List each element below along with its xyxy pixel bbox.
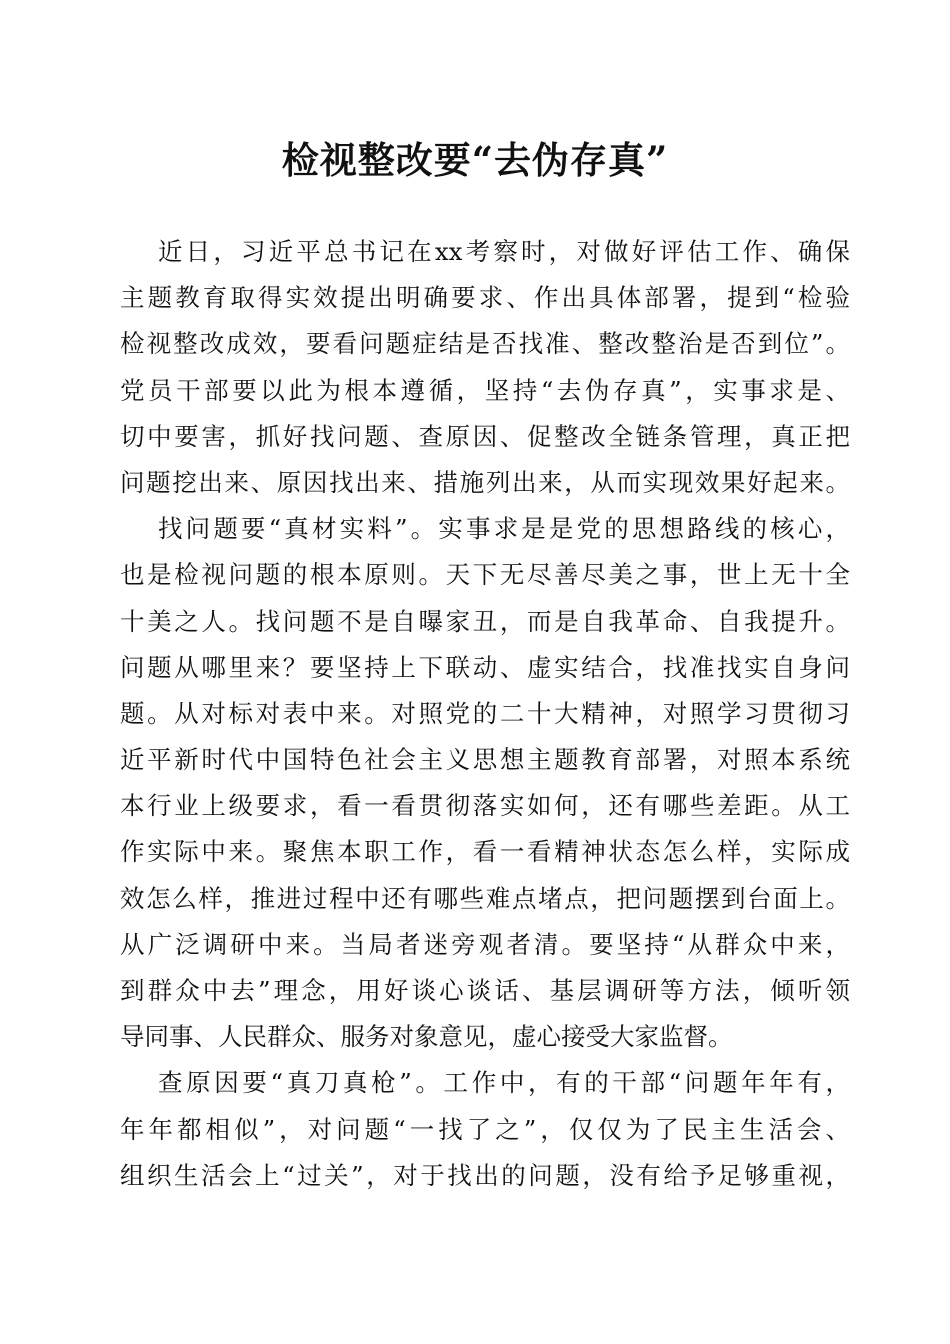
text-line: 到群众中去”理念，用好谈心谈话、基层调研等方法，倾听领 [120, 976, 850, 1005]
text-line: 效怎么样，推进过程中还有哪些难点堵点，把问题摆到台面上。 [120, 883, 850, 913]
text-line: 查原因要“真刀真枪”。工作中，有的干部“问题年年有， [158, 1068, 850, 1098]
text-line: 本行业上级要求，看一看贯彻落实如何，还有哪些差距。从工 [120, 791, 850, 821]
text-line: 找问题要“真材实料”。实事求是是党的思想路线的核心， [158, 514, 850, 544]
text-line: 十美之人。找问题不是自曝家丑，而是自我革命、自我提升。 [120, 606, 850, 636]
text-line: 导同事、人民群众、服务对象意见，虚心接受大家监督。 [120, 1022, 733, 1052]
text-line: 问题从哪里来？要坚持上下联动、虚实结合，找准找实自身问 [120, 652, 850, 682]
text-line: 年年都相似”，对问题“一找了之”，仅仅为了民主生活会、 [120, 1114, 850, 1144]
text-line: 切中要害，抓好找问题、查原因、促整改全链条管理，真正把 [120, 421, 850, 451]
text-line: 党员干部要以此为根本遵循，坚持“去伪存真”，实事求是、 [120, 375, 850, 405]
text-line: 近日，习近平总书记在xx考察时，对做好评估工作、确保 [158, 237, 850, 266]
document-title: 检视整改要“去伪存真” [281, 138, 669, 182]
text-line: 组织生活会上“过关”，对于找出的问题，没有给予足够重视， [120, 1160, 850, 1190]
text-line: 也是检视问题的根本原则。天下无尽善尽美之事，世上无十全 [120, 560, 850, 590]
text-line: 作实际中来。聚焦本职工作，看一看精神状态怎么样，实际成 [120, 837, 850, 867]
text-line: 从广泛调研中来。当局者迷旁观者清。要坚持“从群众中来， [120, 929, 850, 959]
text-line: 问题挖出来、原因找出来、措施列出来，从而实现效果好起来。 [120, 467, 850, 497]
text-line: 主题教育取得实效提出明确要求、作出具体部署，提到“检验 [120, 283, 850, 313]
text-line: 近平新时代中国特色社会主义思想主题教育部署，对照本系统 [120, 745, 850, 775]
text-line: 题。从对标对表中来。对照党的二十大精神，对照学习贯彻习 [120, 698, 850, 728]
text-line: 检视整改成效，要看问题症结是否找准、整改整治是否到位”。 [120, 329, 850, 359]
document-body [120, 229, 850, 1199]
